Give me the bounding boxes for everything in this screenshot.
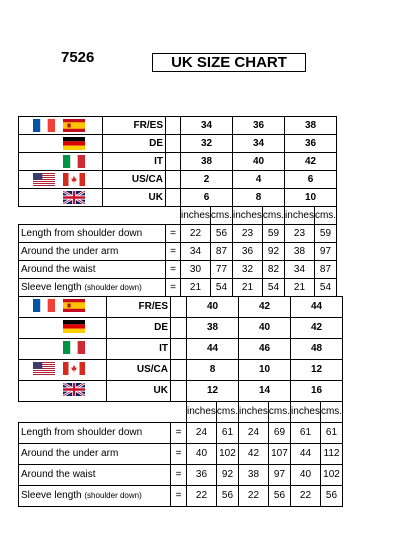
unit-label: cms. — [216, 402, 238, 423]
equals-sign: = — [171, 486, 187, 507]
measurement-row — [19, 225, 358, 243]
measurement-value: 56 — [268, 486, 290, 507]
canada-flag-icon — [63, 362, 85, 375]
country-row — [19, 381, 367, 402]
spacer-cell — [166, 153, 181, 171]
size-value: 34 — [181, 117, 233, 135]
flags-cell — [19, 381, 107, 402]
usa-flag-icon — [33, 362, 55, 375]
country-code: US/CA — [103, 171, 166, 189]
france-flag-icon — [33, 299, 55, 312]
size-value: 48 — [291, 339, 343, 360]
measurement-name: Around the under arm — [21, 448, 119, 459]
measurement-value: 87 — [210, 243, 232, 261]
measurement-value: 24 — [187, 423, 217, 444]
measurement-row — [19, 423, 367, 444]
spacer-cell — [166, 117, 181, 135]
units-row — [19, 402, 367, 423]
canada-flag-icon — [63, 173, 85, 186]
size-value: 42 — [291, 318, 343, 339]
size-value: 6 — [181, 189, 233, 207]
measurement-value: 56 — [210, 225, 232, 243]
size-value: 40 — [233, 153, 285, 171]
measurement-row — [19, 486, 367, 507]
measurement-value: 61 — [320, 423, 342, 444]
equals-sign: = — [171, 423, 187, 444]
unit-label: inches — [187, 402, 217, 423]
country-code: US/CA — [107, 360, 171, 381]
country-code: DE — [103, 135, 166, 153]
measurement-value: 102 — [216, 444, 238, 465]
country-row — [19, 318, 367, 339]
size-table-2 — [18, 296, 367, 507]
size-value: 38 — [181, 153, 233, 171]
size-value: 38 — [187, 318, 239, 339]
size-value: 44 — [291, 297, 343, 318]
product-code: 7526 — [61, 49, 95, 66]
size-value: 40 — [239, 318, 291, 339]
measurement-value: 59 — [314, 225, 336, 243]
usa-flag-icon — [33, 173, 55, 186]
equals-sign: = — [166, 243, 181, 261]
measurement-name: Length from shoulder down — [21, 227, 143, 239]
spacer-cell — [171, 297, 187, 318]
flags-cell — [19, 360, 107, 381]
measurement-value: 21 — [181, 279, 211, 297]
measurement-value: 24 — [239, 423, 269, 444]
measurement-value: 22 — [187, 486, 217, 507]
size-value: 40 — [187, 297, 239, 318]
size-value: 12 — [187, 381, 239, 402]
flags-cell — [19, 153, 103, 171]
measurement-row — [19, 444, 367, 465]
measurement-name: Length from shoulder down — [21, 427, 143, 438]
country-row — [19, 360, 367, 381]
country-row — [19, 135, 358, 153]
unit-label: inches — [285, 207, 315, 225]
measurement-note: (shoulder down) — [84, 491, 142, 500]
flags-cell — [19, 171, 103, 189]
country-code: FR/ES — [103, 117, 166, 135]
measurement-value: 22 — [291, 486, 321, 507]
country-code: FR/ES — [107, 297, 171, 318]
spacer-cell — [171, 360, 187, 381]
equals-sign: = — [171, 444, 187, 465]
country-code: UK — [107, 381, 171, 402]
unit-label: cms. — [320, 402, 342, 423]
measurement-value: 97 — [314, 243, 336, 261]
flags-cell — [19, 189, 103, 207]
country-row — [19, 297, 367, 318]
country-code: IT — [107, 339, 171, 360]
measurement-value: 36 — [187, 465, 217, 486]
flags-cell — [19, 135, 103, 153]
spain-flag-icon — [63, 299, 85, 312]
spacer-cell — [171, 381, 187, 402]
measurement-note: (shoulder down) — [84, 282, 142, 292]
spacer-cell — [166, 135, 181, 153]
italy-flag-icon — [63, 155, 85, 168]
size-table-1 — [18, 116, 358, 297]
france-flag-icon — [33, 119, 55, 132]
measurement-value: 38 — [239, 465, 269, 486]
measurement-label — [19, 444, 171, 465]
measurement-label — [19, 279, 166, 297]
country-row — [19, 171, 358, 189]
flags-cell — [19, 318, 107, 339]
measurement-value: 34 — [181, 243, 211, 261]
measurement-value: 56 — [216, 486, 238, 507]
unit-label: cms. — [314, 207, 336, 225]
spacer-cell — [166, 189, 181, 207]
unit-label: inches — [291, 402, 321, 423]
size-value: 46 — [239, 339, 291, 360]
spacer-cell — [171, 318, 187, 339]
measurement-row — [19, 243, 358, 261]
equals-sign: = — [166, 261, 181, 279]
measurement-label — [19, 465, 171, 486]
units-blank — [19, 207, 181, 225]
country-row — [19, 339, 367, 360]
measurement-value: 61 — [291, 423, 321, 444]
measurement-value: 40 — [187, 444, 217, 465]
measurement-name: Sleeve length — [21, 281, 82, 293]
measurement-value: 102 — [320, 465, 342, 486]
measurement-value: 38 — [285, 243, 315, 261]
size-value: 38 — [285, 117, 337, 135]
unit-label: inches — [239, 402, 269, 423]
size-value: 14 — [239, 381, 291, 402]
measurement-label — [19, 243, 166, 261]
flags-cell — [19, 339, 107, 360]
size-value: 10 — [239, 360, 291, 381]
size-value: 4 — [233, 171, 285, 189]
measurement-label — [19, 225, 166, 243]
chart-title-text: UK SIZE CHART — [171, 54, 287, 71]
size-value: 16 — [291, 381, 343, 402]
germany-flag-icon — [63, 320, 85, 333]
measurement-value: 92 — [262, 243, 284, 261]
measurement-value: 30 — [181, 261, 211, 279]
measurement-label — [19, 261, 166, 279]
measurement-value: 87 — [314, 261, 336, 279]
measurement-value: 69 — [268, 423, 290, 444]
measurement-value: 54 — [210, 279, 232, 297]
measurement-label — [19, 423, 171, 444]
measurement-value: 59 — [262, 225, 284, 243]
unit-label: cms. — [210, 207, 232, 225]
unit-label: inches — [181, 207, 211, 225]
measurement-value: 21 — [233, 279, 263, 297]
measurement-value: 82 — [262, 261, 284, 279]
measurement-value: 22 — [181, 225, 211, 243]
measurement-value: 107 — [268, 444, 290, 465]
measurement-name: Sleeve length — [21, 490, 82, 501]
measurement-value: 54 — [262, 279, 284, 297]
chart-title — [152, 53, 306, 72]
measurement-value: 42 — [239, 444, 269, 465]
flags-cell — [19, 297, 107, 318]
size-value: 36 — [285, 135, 337, 153]
country-code: DE — [107, 318, 171, 339]
measurement-value: 40 — [291, 465, 321, 486]
spacer-cell — [171, 339, 187, 360]
measurement-value: 61 — [216, 423, 238, 444]
size-value: 10 — [285, 189, 337, 207]
measurement-value: 22 — [239, 486, 269, 507]
unit-label: cms. — [268, 402, 290, 423]
measurement-name: Around the waist — [21, 263, 96, 275]
size-value: 42 — [239, 297, 291, 318]
size-value: 34 — [233, 135, 285, 153]
measurement-value: 21 — [285, 279, 315, 297]
measurement-value: 34 — [285, 261, 315, 279]
unit-label: inches — [233, 207, 263, 225]
germany-flag-icon — [63, 137, 85, 150]
units-blank — [19, 402, 187, 423]
measurement-value: 97 — [268, 465, 290, 486]
size-value: 6 — [285, 171, 337, 189]
measurement-value: 112 — [320, 444, 342, 465]
equals-sign: = — [166, 225, 181, 243]
country-row — [19, 189, 358, 207]
country-code: UK — [103, 189, 166, 207]
size-value: 8 — [233, 189, 285, 207]
measurement-row — [19, 465, 367, 486]
measurement-value: 54 — [314, 279, 336, 297]
measurement-value: 44 — [291, 444, 321, 465]
measurement-value: 23 — [233, 225, 263, 243]
measurement-value: 32 — [233, 261, 263, 279]
uk-flag-icon — [63, 383, 85, 396]
spain-flag-icon — [63, 119, 85, 132]
size-value: 44 — [187, 339, 239, 360]
measurement-value: 36 — [233, 243, 263, 261]
size-value: 32 — [181, 135, 233, 153]
size-value: 2 — [181, 171, 233, 189]
uk-flag-icon — [63, 191, 85, 204]
flags-cell — [19, 117, 103, 135]
country-row — [19, 153, 358, 171]
country-code: IT — [103, 153, 166, 171]
italy-flag-icon — [63, 341, 85, 354]
measurement-value: 77 — [210, 261, 232, 279]
measurement-name: Around the under arm — [21, 245, 119, 257]
equals-sign: = — [171, 465, 187, 486]
measurement-value: 56 — [320, 486, 342, 507]
measurement-label — [19, 486, 171, 507]
size-value: 8 — [187, 360, 239, 381]
measurement-value: 23 — [285, 225, 315, 243]
spacer-cell — [166, 171, 181, 189]
measurement-name: Around the waist — [21, 469, 96, 480]
unit-label: cms. — [262, 207, 284, 225]
measurement-row — [19, 279, 358, 297]
equals-sign: = — [166, 279, 181, 297]
country-row — [19, 117, 358, 135]
size-value: 36 — [233, 117, 285, 135]
size-value: 42 — [285, 153, 337, 171]
size-value: 12 — [291, 360, 343, 381]
units-row — [19, 207, 358, 225]
measurement-value: 92 — [216, 465, 238, 486]
measurement-row — [19, 261, 358, 279]
